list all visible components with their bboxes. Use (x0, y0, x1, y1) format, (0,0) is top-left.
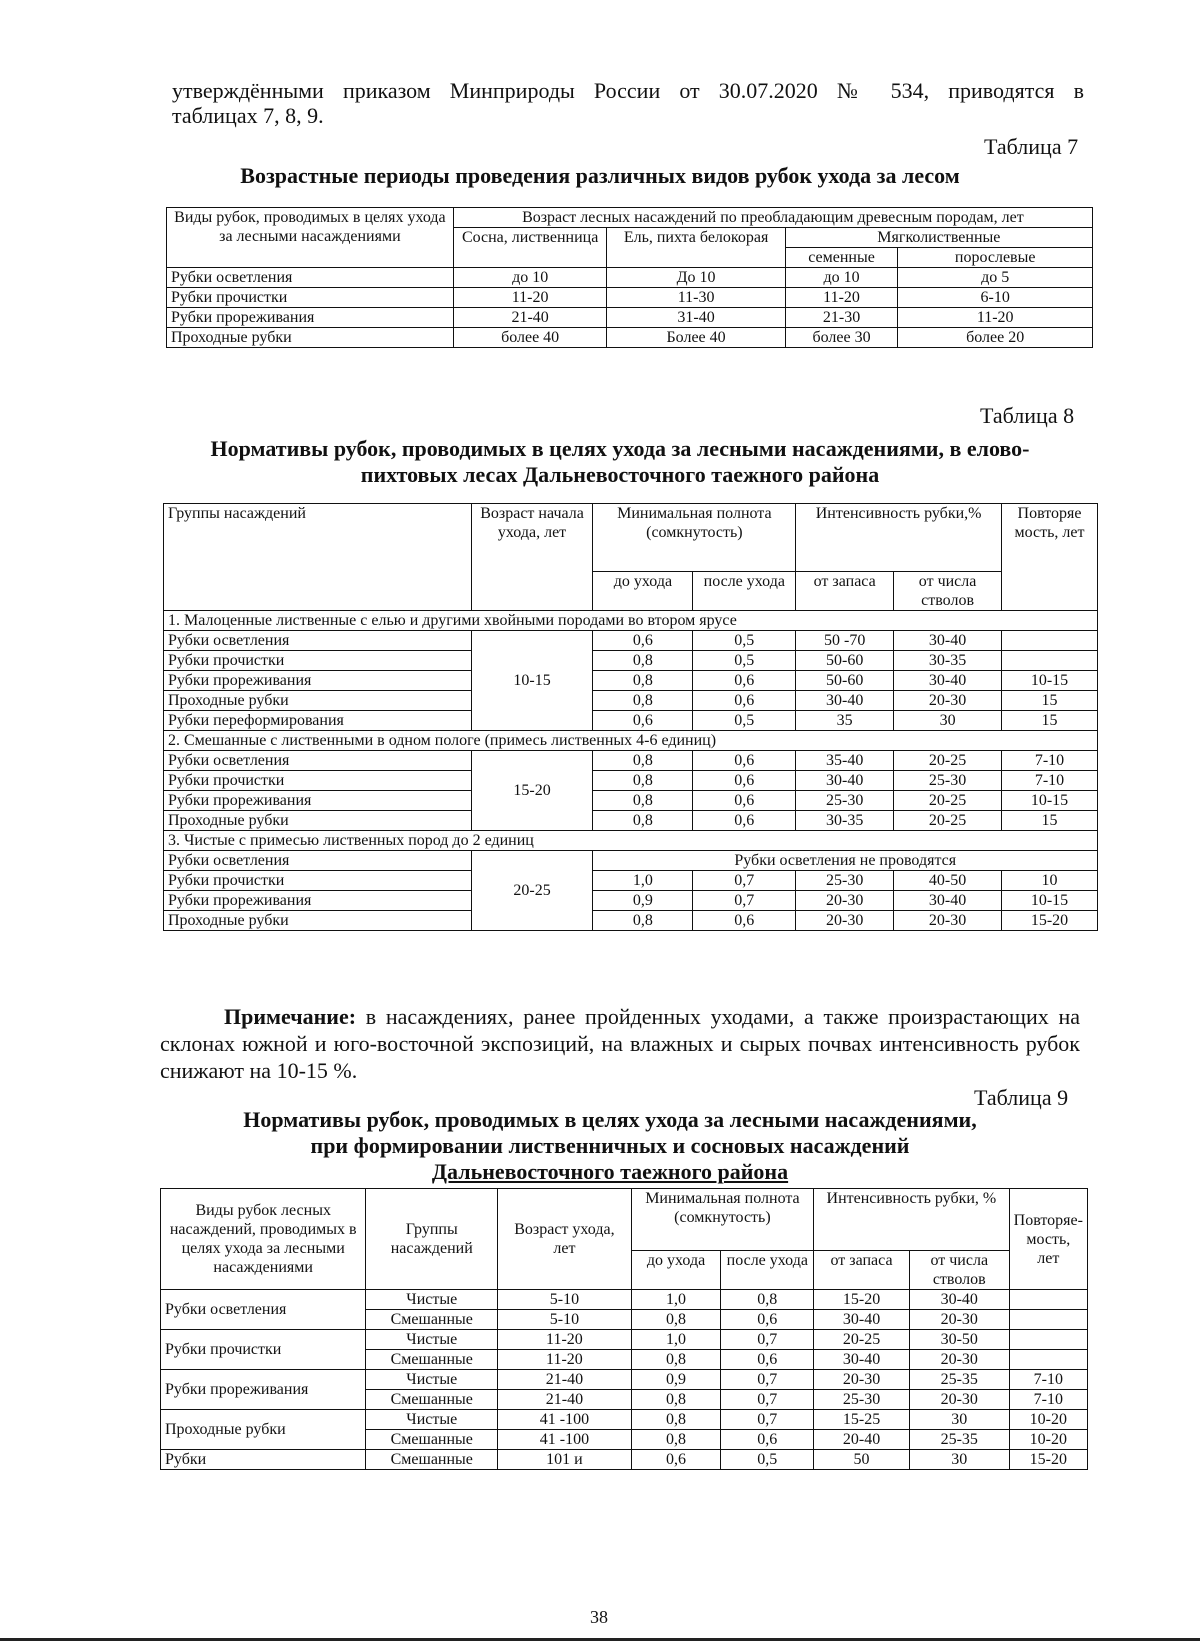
intensity-stock: 50-60 (796, 651, 894, 671)
table9-head-before: до ухода (631, 1251, 721, 1290)
table7-head-age: Возраст лесных насаждений по преобладающим древесным породам, лет (453, 208, 1092, 228)
density-after: 0,6 (693, 791, 796, 811)
intensity-trunks: 20-30 (894, 691, 1002, 711)
table-row (164, 791, 1098, 811)
cutting-name: Рубки прореживания (161, 1370, 366, 1410)
table8-title-line-2: пихтовых лесах Дальневосточного таежного района (360, 462, 880, 487)
repeat-years: 10-20 (1009, 1410, 1087, 1430)
repeat-years: 10-15 (1002, 891, 1098, 911)
density-after: 0,6 (693, 751, 796, 771)
table-row (164, 711, 1098, 731)
group-row (164, 731, 1098, 751)
density-after: 0,7 (721, 1330, 814, 1350)
table7-number: Таблица 7 (984, 134, 1079, 159)
repeat-years: 7-10 (1002, 771, 1098, 791)
density-after: 0,6 (693, 811, 796, 831)
cutting-name: Рубки осветления (161, 1290, 366, 1330)
row-name: Рубки осветления (167, 268, 454, 288)
table7-col-soft: Мягколиственные (785, 228, 1092, 248)
row-name: Рубки переформирования (164, 711, 472, 731)
intensity-stock: 50 (814, 1450, 910, 1470)
density-after: 0,6 (693, 671, 796, 691)
intensity-stock: 20-30 (796, 911, 894, 931)
density-after: 0,6 (693, 691, 796, 711)
repeat-years: 10-15 (1002, 671, 1098, 691)
stand-group: Смешанные (366, 1310, 498, 1330)
repeat-years: 10-20 (1009, 1430, 1087, 1450)
table8-head-stock: от запаса (796, 572, 894, 611)
table8-number: Таблица 8 (980, 403, 1075, 428)
intensity-trunks: 20-25 (894, 751, 1002, 771)
age: 21-40 (498, 1370, 632, 1390)
table-row (164, 811, 1098, 831)
density-before: 0,8 (631, 1410, 721, 1430)
table9-head-repeat: Повторяе-мость, лет (1009, 1189, 1087, 1290)
density-before: 0,9 (631, 1370, 721, 1390)
row-name: Рубки прореживания (164, 791, 472, 811)
row-name: Рубки осветления (164, 851, 472, 871)
table-row (164, 891, 1098, 911)
spruce-age: Более 40 (607, 328, 785, 348)
density-before: 0,8 (593, 651, 693, 671)
group-title: 2. Смешанные с лиственными в одном пологе (примесь лиственных 4-6 единиц) (164, 731, 1098, 751)
row-name: Рубки прочистки (164, 651, 472, 671)
density-after: 0,5 (693, 711, 796, 731)
note-text: в насаждениях, ранее пройденных уходами, а также произрастающих на склонах южной и юго-восточной экспозиций, на влажных и сырых почвах интенсивность рубок снижают на 10-15 %. (160, 1004, 1080, 1083)
table7 (166, 207, 1093, 348)
table7-head-types: Виды рубок, проводимых в целях ухода за лесными насаждениями (167, 208, 454, 268)
intensity-trunks: 20-25 (894, 791, 1002, 811)
age-start: 20-25 (471, 851, 593, 931)
row-name: Проходные рубки (164, 911, 472, 931)
seed-age: 11-20 (785, 288, 898, 308)
intensity-stock: 30-40 (814, 1350, 910, 1370)
intensity-stock: 15-25 (814, 1410, 910, 1430)
intensity-stock: 50-60 (796, 671, 894, 691)
density-after: 0,8 (721, 1290, 814, 1310)
table9-title-line-2: при формировании лиственничных и сосновых насаждений (310, 1133, 910, 1158)
density-after: 0,6 (693, 911, 796, 931)
age: 41 -100 (498, 1430, 632, 1450)
spruce-age: 11-30 (607, 288, 785, 308)
repeat-years (1002, 631, 1098, 651)
coppice-age: до 5 (898, 268, 1093, 288)
group-title: 3. Чистые с примесью лиственных пород до 2 единиц (164, 831, 1098, 851)
table-row (161, 1370, 1088, 1390)
repeat-years (1009, 1350, 1087, 1370)
intensity-trunks: 30-35 (894, 651, 1002, 671)
density-before: 0,8 (593, 811, 693, 831)
table7-col-pine: Сосна, лиственница (453, 228, 607, 268)
density-before: 0,8 (593, 671, 693, 691)
intensity-stock: 30-35 (796, 811, 894, 831)
intensity-stock: 20-30 (814, 1370, 910, 1390)
density-after: 0,6 (721, 1310, 814, 1330)
row-name: Рубки прочистки (164, 771, 472, 791)
table-row (164, 851, 1098, 871)
row-name: Рубки прореживания (164, 891, 472, 911)
table9 (160, 1188, 1088, 1470)
table-row (164, 631, 1098, 651)
intensity-trunks: 30-40 (894, 891, 1002, 911)
table-row (161, 1290, 1088, 1310)
intensity-trunks: 30-40 (894, 671, 1002, 691)
table-row (167, 328, 1093, 348)
row-name: Рубки осветления (164, 751, 472, 771)
intensity-trunks: 40-50 (894, 871, 1002, 891)
table8-head-before: до ухода (593, 572, 693, 611)
intensity-stock: 35-40 (796, 751, 894, 771)
stand-group: Чистые (366, 1330, 498, 1350)
intensity-stock: 20-30 (796, 891, 894, 911)
table9-title-line-3: Дальневосточного таежного района (431, 1159, 789, 1184)
seed-age: более 30 (785, 328, 898, 348)
table9-head-after: после ухода (721, 1251, 814, 1290)
density-before: 0,6 (593, 711, 693, 731)
table9-head-stock: от запаса (814, 1251, 910, 1290)
table9-title-line-1: Нормативы рубок, проводимых в целях ухода за лесными насаждениями, (243, 1107, 977, 1132)
pine-age: до 10 (453, 268, 607, 288)
age: 101 и (498, 1450, 632, 1470)
intensity-trunks: 20-30 (909, 1310, 1009, 1330)
table-row (161, 1330, 1088, 1350)
repeat-years (1002, 651, 1098, 671)
no-clearing-note: Рубки осветления не проводятся (593, 851, 1098, 871)
table8-head-age: Возраст начала ухода, лет (471, 504, 593, 611)
intensity-trunks: 20-30 (894, 911, 1002, 931)
density-after: 0,7 (721, 1410, 814, 1430)
repeat-years: 15-20 (1002, 911, 1098, 931)
repeat-years (1009, 1290, 1087, 1310)
table-row (164, 771, 1098, 791)
density-after: 0,6 (721, 1430, 814, 1450)
row-name: Проходные рубки (167, 328, 454, 348)
intro-paragraph (172, 78, 1084, 128)
seed-age: 21-30 (785, 308, 898, 328)
intensity-trunks: 30 (894, 711, 1002, 731)
table-row (167, 308, 1093, 328)
density-after: 0,7 (693, 871, 796, 891)
density-before: 0,8 (631, 1390, 721, 1410)
age-start: 10-15 (471, 631, 593, 731)
table-row (164, 691, 1098, 711)
table7-col-coppice: порослевые (898, 248, 1093, 268)
intensity-stock: 20-25 (814, 1330, 910, 1350)
repeat-years: 7-10 (1009, 1370, 1087, 1390)
age: 11-20 (498, 1350, 632, 1370)
density-before: 1,0 (593, 871, 693, 891)
age: 11-20 (498, 1330, 632, 1350)
table8-head-after: после ухода (693, 572, 796, 611)
table8-title-line-1: Нормативы рубок, проводимых в целях ухода за лесными насаждениями, в елово- (210, 436, 1030, 461)
row-name: Рубки осветления (164, 631, 472, 651)
density-before: 0,8 (593, 771, 693, 791)
table8-title (150, 436, 1090, 488)
density-before: 0,8 (593, 751, 693, 771)
pine-age: 11-20 (453, 288, 607, 308)
age: 5-10 (498, 1310, 632, 1330)
group-title: 1. Малоценные лиственные с елью и другими хвойными породами во втором ярусе (164, 611, 1098, 631)
density-after: 0,6 (693, 771, 796, 791)
row-name: Рубки прореживания (164, 671, 472, 691)
density-after: 0,5 (693, 631, 796, 651)
density-after: 0,5 (721, 1450, 814, 1470)
intensity-stock: 50 -70 (796, 631, 894, 651)
age: 41 -100 (498, 1410, 632, 1430)
cutting-name: Рубки прочистки (161, 1330, 366, 1370)
repeat-years: 15-20 (1009, 1450, 1087, 1470)
table8-head-trunks: от числа стволов (894, 572, 1002, 611)
row-name: Рубки прореживания (167, 308, 454, 328)
coppice-age: 11-20 (898, 308, 1093, 328)
table-row (164, 751, 1098, 771)
intensity-trunks: 25-35 (909, 1430, 1009, 1450)
table8-head-repeat: Повторяе мость, лет (1002, 504, 1098, 611)
age: 5-10 (498, 1290, 632, 1310)
table-row (161, 1450, 1088, 1470)
intensity-stock: 30-40 (796, 771, 894, 791)
repeat-years: 10-15 (1002, 791, 1098, 811)
table9-title (150, 1107, 1070, 1185)
row-name: Проходные рубки (164, 811, 472, 831)
table-row (164, 671, 1098, 691)
pine-age: 21-40 (453, 308, 607, 328)
stand-group: Чистые (366, 1290, 498, 1310)
repeat-years: 15 (1002, 811, 1098, 831)
intensity-trunks: 30 (909, 1410, 1009, 1430)
row-name: Проходные рубки (164, 691, 472, 711)
intensity-trunks: 25-35 (909, 1370, 1009, 1390)
table-row (167, 268, 1093, 288)
intensity-stock: 15-20 (814, 1290, 910, 1310)
table-row (164, 871, 1098, 891)
table9-number: Таблица 9 (974, 1085, 1069, 1110)
density-after: 0,6 (721, 1350, 814, 1370)
intensity-stock: 35 (796, 711, 894, 731)
table9-head-age: Возраст ухода, лет (498, 1189, 632, 1290)
density-before: 0,9 (593, 891, 693, 911)
seed-age: до 10 (785, 268, 898, 288)
stand-group: Чистые (366, 1410, 498, 1430)
age-start: 15-20 (471, 751, 593, 831)
cutting-name: Рубки (161, 1450, 366, 1470)
intro-line-1: утверждёнными приказом Минприроды России от 30.07.2020 № 534, приводятся в (172, 78, 1084, 103)
age: 21-40 (498, 1390, 632, 1410)
group-row (164, 611, 1098, 631)
table8-head-int: Интенсивность рубки,% (796, 504, 1002, 572)
intensity-trunks: 25-30 (894, 771, 1002, 791)
intensity-trunks: 30 (909, 1450, 1009, 1470)
repeat-years: 7-10 (1009, 1390, 1087, 1410)
table-row (164, 651, 1098, 671)
table9-head-trunks: от числа стволов (909, 1251, 1009, 1290)
density-before: 0,6 (631, 1450, 721, 1470)
table9-head-int: Интенсивность рубки, % (814, 1189, 1009, 1251)
scan-bottom-line (0, 1638, 1200, 1641)
row-name: Рубки прочистки (167, 288, 454, 308)
table-row (167, 288, 1093, 308)
intensity-stock: 20-40 (814, 1430, 910, 1450)
repeat-years (1009, 1310, 1087, 1330)
density-before: 0,8 (593, 691, 693, 711)
intensity-trunks: 30-40 (894, 631, 1002, 651)
coppice-age: более 20 (898, 328, 1093, 348)
intensity-trunks: 30-40 (909, 1290, 1009, 1310)
density-after: 0,7 (693, 891, 796, 911)
intensity-stock: 30-40 (814, 1310, 910, 1330)
table8-head-min: Минимальная полнота (сомкнутость) (593, 504, 796, 572)
stand-group: Смешанные (366, 1390, 498, 1410)
density-before: 0,8 (631, 1350, 721, 1370)
intro-line-2: таблицах 7, 8, 9. (172, 103, 324, 128)
repeat-years: 7-10 (1002, 751, 1098, 771)
table8-note (160, 1003, 1080, 1084)
intensity-stock: 25-30 (796, 791, 894, 811)
row-name: Рубки прочистки (164, 871, 472, 891)
stand-group: Чистые (366, 1370, 498, 1390)
repeat-years (1009, 1330, 1087, 1350)
table8 (163, 503, 1098, 931)
table9-head-groups: Группы насаждений (366, 1189, 498, 1290)
intensity-stock: 25-30 (796, 871, 894, 891)
density-before: 0,6 (593, 631, 693, 651)
note-label: Примечание: (224, 1004, 357, 1029)
table7-col-spruce: Ель, пихта белокорая (607, 228, 785, 268)
cutting-name: Проходные рубки (161, 1410, 366, 1450)
intensity-trunks: 20-30 (909, 1350, 1009, 1370)
density-after: 0,7 (721, 1370, 814, 1390)
stand-group: Смешанные (366, 1450, 498, 1470)
intensity-stock: 25-30 (814, 1390, 910, 1410)
intensity-trunks: 30-50 (909, 1330, 1009, 1350)
density-before: 0,8 (593, 911, 693, 931)
density-before: 0,8 (631, 1310, 721, 1330)
intensity-trunks: 20-25 (894, 811, 1002, 831)
table7-title: Возрастные периоды проведения различных видов рубок ухода за лесом (240, 163, 960, 188)
table9-head-min: Минимальная полнота (сомкнутость) (631, 1189, 814, 1251)
table7-col-seed: семенные (785, 248, 898, 268)
table-row (164, 911, 1098, 931)
pine-age: более 40 (453, 328, 607, 348)
stand-group: Смешанные (366, 1430, 498, 1450)
density-after: 0,7 (721, 1390, 814, 1410)
table8-head-groups: Группы насаждений (164, 504, 472, 611)
spruce-age: До 10 (607, 268, 785, 288)
repeat-years: 15 (1002, 711, 1098, 731)
density-before: 0,8 (593, 791, 693, 811)
repeat-years: 10 (1002, 871, 1098, 891)
density-before: 1,0 (631, 1290, 721, 1310)
stand-group: Смешанные (366, 1350, 498, 1370)
intensity-trunks: 20-30 (909, 1390, 1009, 1410)
repeat-years: 15 (1002, 691, 1098, 711)
density-after: 0,5 (693, 651, 796, 671)
spruce-age: 31-40 (607, 308, 785, 328)
table9-head-types: Виды рубок лесных насаждений, проводимых в целях ухода за лесными насаждениями (161, 1189, 366, 1290)
page-number: 38 (590, 1607, 608, 1627)
coppice-age: 6-10 (898, 288, 1093, 308)
group-row (164, 831, 1098, 851)
intensity-stock: 30-40 (796, 691, 894, 711)
density-before: 0,8 (631, 1430, 721, 1450)
density-before: 1,0 (631, 1330, 721, 1350)
table-row (161, 1410, 1088, 1430)
